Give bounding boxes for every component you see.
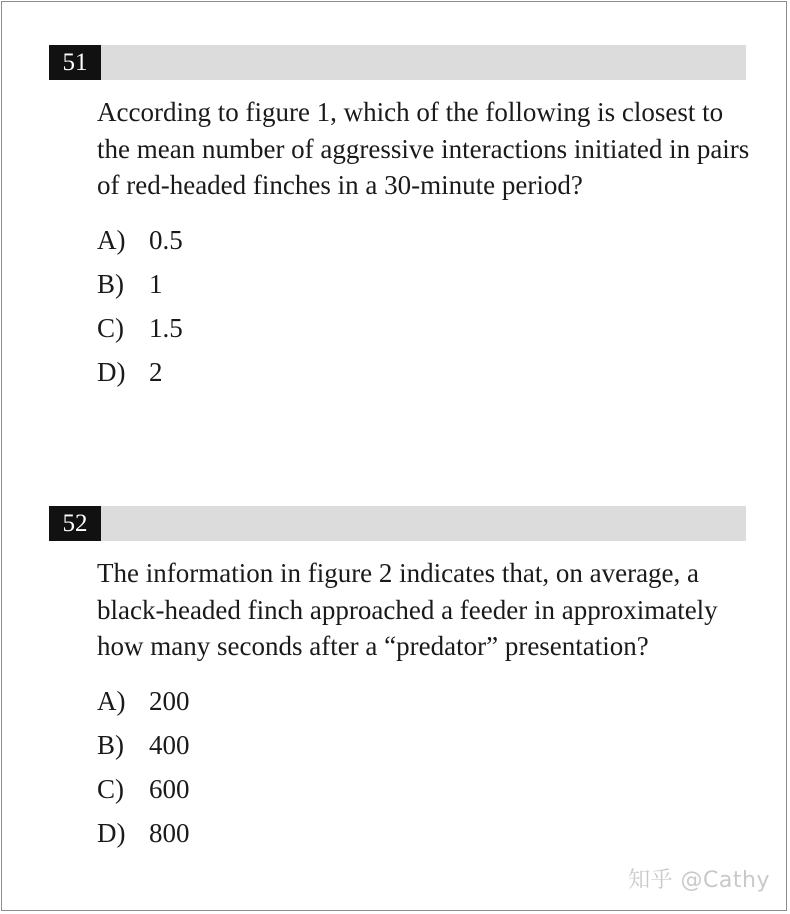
answer-choice-c[interactable] <box>97 767 746 811</box>
question-52 <box>49 506 746 855</box>
choice-letter: B) <box>97 729 124 760</box>
choice-text: 400 <box>149 729 190 760</box>
answer-choices <box>97 218 746 394</box>
question-stem: The information in figure 2 indicates that, on average, a black-headed finch approached a feeder in approximately how many seconds after a “predator” presentation? <box>97 558 718 661</box>
choice-letter: A) <box>97 685 126 716</box>
choice-text: 0.5 <box>149 224 183 255</box>
choice-letter: D) <box>97 817 126 848</box>
answer-choice-a[interactable] <box>97 218 746 262</box>
question-51 <box>49 45 750 394</box>
choice-letter: D) <box>97 356 126 387</box>
choice-letter: C) <box>97 773 124 804</box>
choice-text: 1.5 <box>149 312 183 343</box>
answer-choice-d[interactable] <box>97 811 746 855</box>
choice-text: 800 <box>149 817 190 848</box>
choice-letter: C) <box>97 312 124 343</box>
answer-choice-b[interactable] <box>97 262 746 306</box>
question-header-bar <box>49 506 746 541</box>
choice-text: 2 <box>149 356 163 387</box>
answer-choice-c[interactable] <box>97 306 746 350</box>
answer-choice-b[interactable] <box>97 723 746 767</box>
question-number: 52 <box>49 506 101 541</box>
choice-text: 200 <box>149 685 190 716</box>
choice-text: 600 <box>149 773 190 804</box>
choice-letter: A) <box>97 224 126 255</box>
watermark: 知乎 @Cathy <box>628 868 770 893</box>
answer-choices <box>97 679 746 855</box>
question-number: 51 <box>49 45 101 80</box>
question-stem: According to figure 1, which of the following is closest to the mean number of aggressive interactions initiated in pairs of red-headed finches in a 30-minute period? <box>97 97 750 200</box>
answer-choice-a[interactable] <box>97 679 746 723</box>
answer-choice-d[interactable] <box>97 350 746 394</box>
question-header-bar <box>49 45 746 80</box>
choice-text: 1 <box>149 268 163 299</box>
choice-letter: B) <box>97 268 124 299</box>
